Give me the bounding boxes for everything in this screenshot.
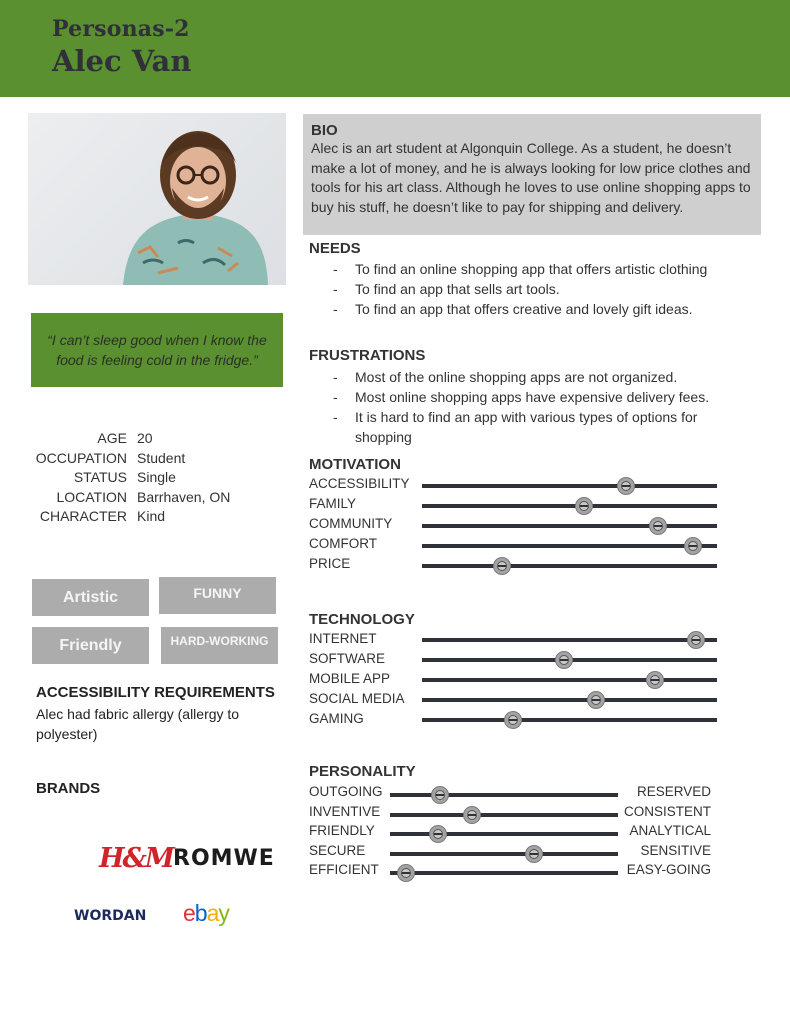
slider-label-efficient: EFFICIENT [309,862,379,877]
slider-label-mobile-app: MOBILE APP [309,671,391,686]
slider-label-inventive: INVENTIVE [309,803,381,819]
ebay-e: e [183,900,195,926]
list-item-text: To find an app that sells art tools. [355,281,560,297]
personality-title: PERSONALITY [309,763,416,780]
accessibility-title: ACCESSIBILITY REQUIREMENTS [36,684,275,701]
persona-subtitle: Personas-2 [52,16,190,42]
persona-quote: “I can’t sleep good when I know the food is feeling cold in the fridge.” [31,313,283,387]
slider-track-efficient[interactable] [390,871,618,875]
brand-logo-ebay [183,900,229,927]
slider-label-software: SOFTWARE [309,651,385,666]
bio-title: BIO [311,122,338,139]
accessibility-text: Alec had fabric allergy (allergy to polyester) [36,706,240,742]
slider-track-inventive[interactable] [390,813,618,817]
fact-value: Single [137,469,176,485]
fact-location [30,488,230,508]
slider-label-price: PRICE [309,556,351,571]
list-item-text: It is hard to find an app with various types of options for shopping [355,409,698,445]
fact-character [30,507,230,527]
persona-photo [28,113,286,285]
slider-track-internet[interactable] [422,638,717,642]
list-item: - To find an online shopping app that offers artistic clothing [333,259,735,279]
trait-tag-artistic: Artistic [32,579,149,616]
slider-knob[interactable] [504,711,522,729]
slider-track-accessibility[interactable] [422,484,717,488]
slider-track-price[interactable] [422,564,717,568]
slider-label-secure: SECURE [309,842,366,858]
slider-label-gaming: GAMING [309,711,364,726]
slider-track-social-media[interactable] [422,698,717,702]
frustrations-title: FRUSTRATIONS [309,347,426,364]
fact-key: OCCUPATION [35,449,127,466]
persona-facts [30,429,230,527]
slider-knob[interactable] [431,786,449,804]
list-item: - Most of the online shopping apps are not organized. [333,367,735,387]
ebay-y: y [218,900,229,926]
fact-key: CHARACTER [39,508,127,524]
slider-label-comfort: COMFORT [309,536,377,551]
persona-name: Alec Van [52,44,192,78]
trait-tag-hard-working: HARD-WORKING [161,627,278,664]
portrait-illustration [28,113,286,285]
list-item: - Most online shopping apps have expensive delivery fees. [333,387,735,407]
ebay-b: b [194,900,207,926]
fact-age [30,429,230,449]
list-item-text: Most of the online shopping apps are not organized. [355,369,678,385]
slider-right-label-sensitive: SENSITIVE [640,842,711,858]
frustrations-list [333,367,735,447]
slider-right-label-reserved: RESERVED [636,784,711,799]
trait-tag-funny: FUNNY [159,577,276,614]
fact-key: LOCATION [56,488,127,505]
slider-knob[interactable] [587,691,605,709]
list-item: - It is hard to find an app with various types of options for shopping [333,407,735,447]
bio-text: Alec is an art student at Algonquin College. As a student, he doesn’t make a lot of money, and he is always looking for low price clothes and tools for his art class. Although he loves to use online shopping apps to buy his stuff, he doesn’t like to pay for shipping and delivery. [311,140,751,215]
list-item: - To find an app that offers creative and lovely gift ideas. [333,299,735,319]
slider-knob[interactable] [463,806,481,824]
slider-knob[interactable] [429,825,447,843]
needs-list [333,259,735,319]
slider-label-accessibility: ACCESSIBILITY [309,476,410,491]
header-banner [0,0,790,97]
bio-panel [303,114,761,235]
slider-right-label-easy-going: EASY-GOING [626,862,711,877]
slider-knob[interactable] [525,845,543,863]
slider-track-gaming[interactable] [422,718,717,722]
technology-title: TECHNOLOGY [309,611,415,628]
brand-logo-hm: H&M [99,843,173,874]
slider-knob[interactable] [397,864,415,882]
slider-label-community: COMMUNITY [309,516,393,531]
slider-knob[interactable] [493,557,511,575]
slider-label-outgoing: OUTGOING [309,784,383,799]
slider-track-friendly[interactable] [390,832,618,836]
slider-track-secure[interactable] [390,852,618,856]
slider-label-family: FAMILY [309,496,357,511]
slider-right-label-consistent: CONSISTENT [623,803,711,819]
list-item-text: To find an app that offers creative and lovely gift ideas. [355,301,693,317]
motivation-title: MOTIVATION [309,456,401,473]
trait-tag-friendly: Friendly [32,627,149,664]
brand-logo-wordan: WORDAN [74,908,147,924]
slider-label-social-media: SOCIAL MEDIA [309,691,405,706]
slider-knob[interactable] [617,477,635,495]
slider-knob[interactable] [555,651,573,669]
slider-track-family[interactable] [422,504,717,508]
fact-status [30,468,230,488]
slider-right-label-analytical: ANALYTICAL [629,823,711,838]
slider-knob[interactable] [575,497,593,515]
slider-label-friendly: FRIENDLY [309,823,375,838]
ebay-a: a [206,900,219,926]
fact-occupation [30,449,230,469]
fact-value: Barrhaven, ON [137,488,231,505]
slider-knob[interactable] [649,517,667,535]
slider-knob[interactable] [646,671,664,689]
list-item: - To find an app that sells art tools. [333,279,735,299]
fact-key: AGE [97,430,127,446]
slider-knob[interactable] [684,537,702,555]
slider-label-internet: INTERNET [309,631,377,646]
list-item-text: To find an online shopping app that offers artistic clothing [355,261,708,277]
fact-value: Student [137,449,186,466]
slider-track-outgoing[interactable] [390,793,618,797]
fact-value: Kind [137,508,166,524]
fact-value: 20 [137,430,153,446]
brand-logo-romwe: ROMWE [173,846,275,871]
slider-track-mobile-app[interactable] [422,678,717,682]
slider-track-community[interactable] [422,524,717,528]
fact-key: STATUS [73,469,127,485]
slider-track-comfort[interactable] [422,544,717,548]
brands-title: BRANDS [36,780,101,797]
list-item-text: Most online shopping apps have expensive delivery fees. [355,389,710,405]
needs-title: NEEDS [309,240,361,257]
slider-knob[interactable] [687,631,705,649]
